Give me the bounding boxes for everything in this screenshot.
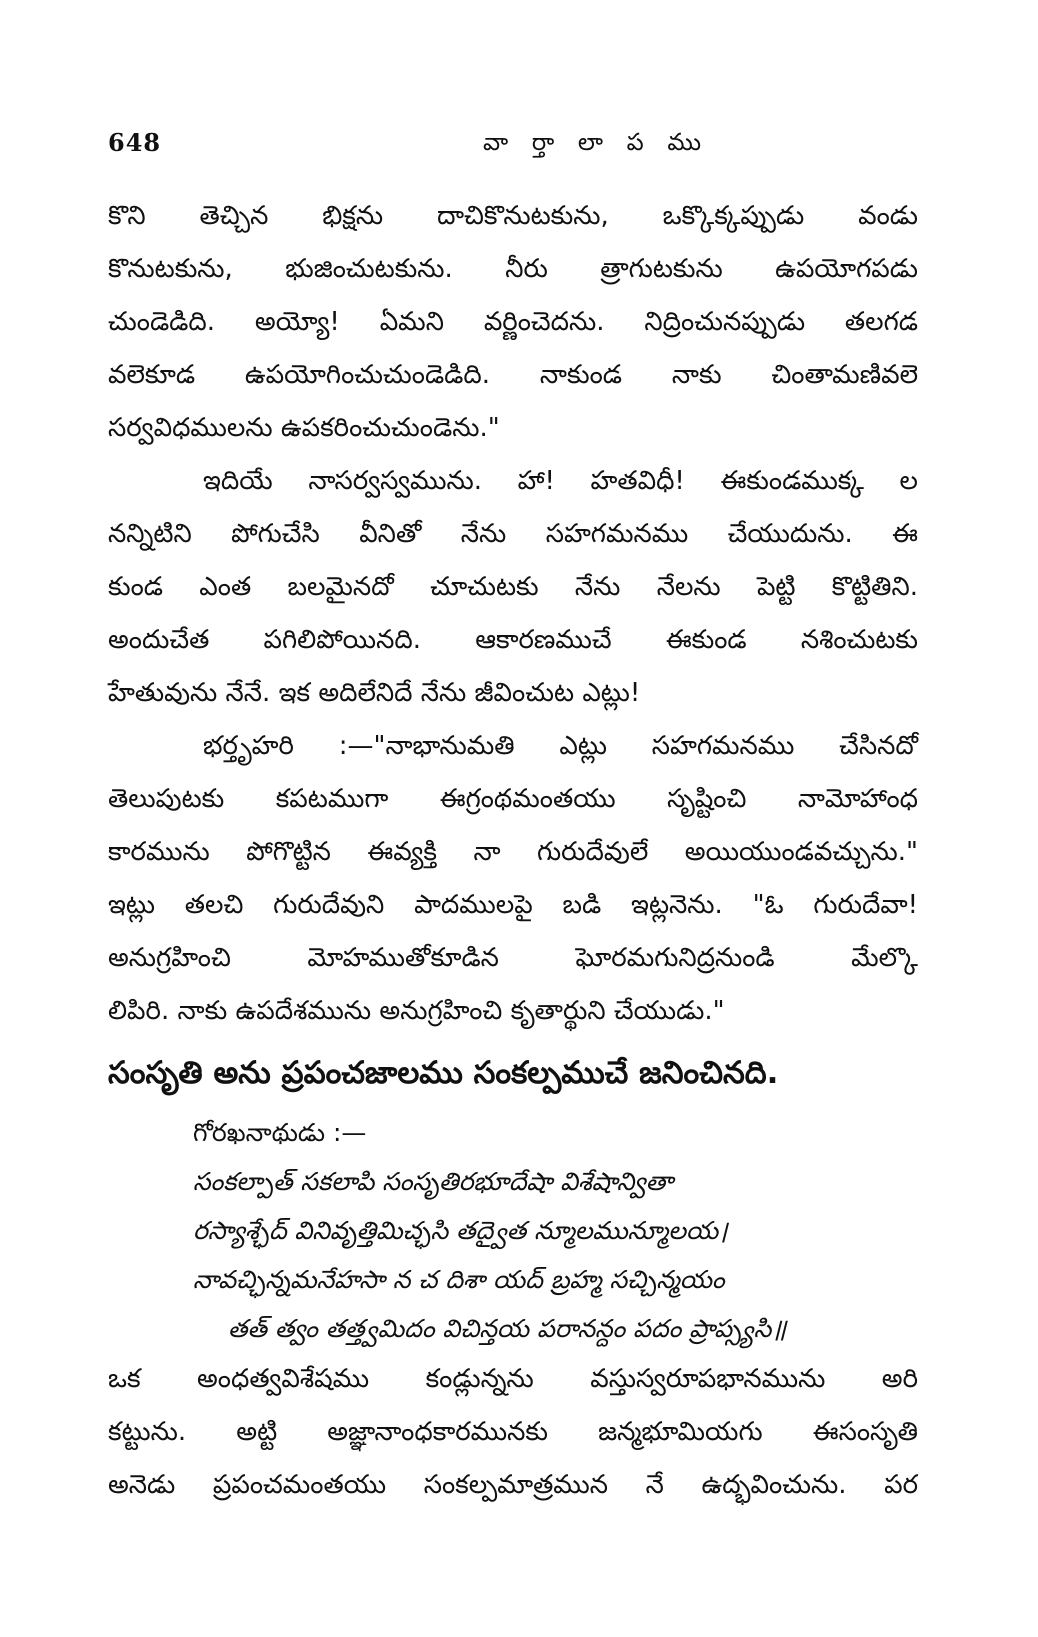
verse-block xyxy=(108,1108,918,1353)
text-line: కుండ ఎంత బలమైనదో చూచుటకు నేను నేలను పెట్టి కొట్టితిని. xyxy=(108,572,918,602)
text-line: ఒక అంధత్వవిశేషము కండ్లున్నను వస్తుస్వరూపభానమును అరి xyxy=(108,1364,918,1394)
text-line: కొని తెచ్చిన భిక్షను దాచికొనుటకును, ఒక్కొక్కప్పుడు వండు xyxy=(108,201,918,231)
text-line: వలెకూడ ఉపయోగించుచుండెడిది. నాకుండ నాకు చింతామణివలె xyxy=(108,360,918,390)
text-line: భర్తృహరి :—"నాభానుమతి ఎట్లు సహగమనము చేసినదో xyxy=(203,731,918,761)
text-line: అనుగ్రహించి మోహముతోకూడిన ఘోరమగునిద్రనుండి మేల్కొ xyxy=(108,943,918,973)
verse-line: సంకల్పాత్ సకలాపి సంసృతిరభూదేషా విశేషాన్వితా xyxy=(193,1167,674,1196)
running-title: వా ర్తా లా ప ము xyxy=(483,128,710,156)
text-line: అందుచేత పగిలిపోయినది. ఆకారణముచే ఈకుండ నశించుటకు xyxy=(108,625,918,655)
text-line: ఇట్లు తలచి గురుదేవుని పాదములపై బడి ఇట్లనెను. "ఓ గురుదేవా! xyxy=(108,890,918,920)
verse-line: రస్యాశ్ఛేద్ వినివృత్తిమిచ్ఛసి తద్వైత న్మూలమున్మూలయ। xyxy=(193,1216,728,1245)
verse-line: తత్ త్వం తత్త్వమిదం విచిన్తయ పరానన్దం పదం ప్రాప్స్యసి॥ xyxy=(228,1314,787,1343)
section-heading: సంసృతి అను ప్రపంచజాలము సంకల్పముచే జనించినది. xyxy=(108,1055,779,1091)
body-text xyxy=(108,190,918,1512)
paragraph-continuation xyxy=(108,190,918,455)
text-line: కారమును పోగొట్టిన ఈవ్యక్తి నా గురుదేవులే అయియుండవచ్చును." xyxy=(108,837,918,867)
text-line: కట్టును. అట్టి అజ్ఞానాంధకారమునకు జన్మభూమియగు ఈసంసృతి xyxy=(108,1417,918,1447)
paragraph-samsrti xyxy=(108,1353,918,1512)
text-line: చుండెడిది. అయ్యో! ఏమని వర్ణించెదను. నిద్రించునప్పుడు తలగడ xyxy=(108,307,918,337)
verse-line: నావచ్ఛిన్నమనేహసా న చ దిశా యద్ బ్రహ్మ సచ్చిన్మయం xyxy=(193,1265,725,1294)
page-number: 648 xyxy=(108,128,162,157)
paragraph-lament xyxy=(108,455,918,720)
text-line: కొనుటకును, భుజించుటకును. నీరు త్రాగుటకును ఉపయోగపడు xyxy=(108,254,918,284)
paragraph-bhartrhari xyxy=(108,720,918,1038)
text-line: అనెడు ప్రపంచమంతయు సంకల్పమాత్రమున నే ఉద్భవించును. పర xyxy=(108,1470,918,1500)
page-header xyxy=(108,128,928,168)
text-line: నన్నిటిని పోగుచేసి వీనితో నేను సహగమనము చేయుదును. ఈ xyxy=(108,519,918,549)
text-line: లిపిరి. నాకు ఉపదేశమును అనుగ్రహించి కృతార్థుని చేయుడు." xyxy=(108,996,725,1026)
verse-speaker: గోరఖనాథుడు :— xyxy=(193,1118,367,1147)
text-line: హేతువును నేనే. ఇక అదిలేనిదే నేను జీవించుట ఎట్లు! xyxy=(108,678,641,708)
text-line: సర్వవిధములను ఉపకరించుచుండెను." xyxy=(108,413,500,443)
text-line: ఇదియే నాసర్వస్వమును. హా! హతవిధీ! ఈకుండముక్క ల xyxy=(203,466,918,496)
text-line: తెలుపుటకు కపటముగా ఈగ్రంథమంతయు సృష్టించి నామోహాంధ xyxy=(108,784,918,814)
